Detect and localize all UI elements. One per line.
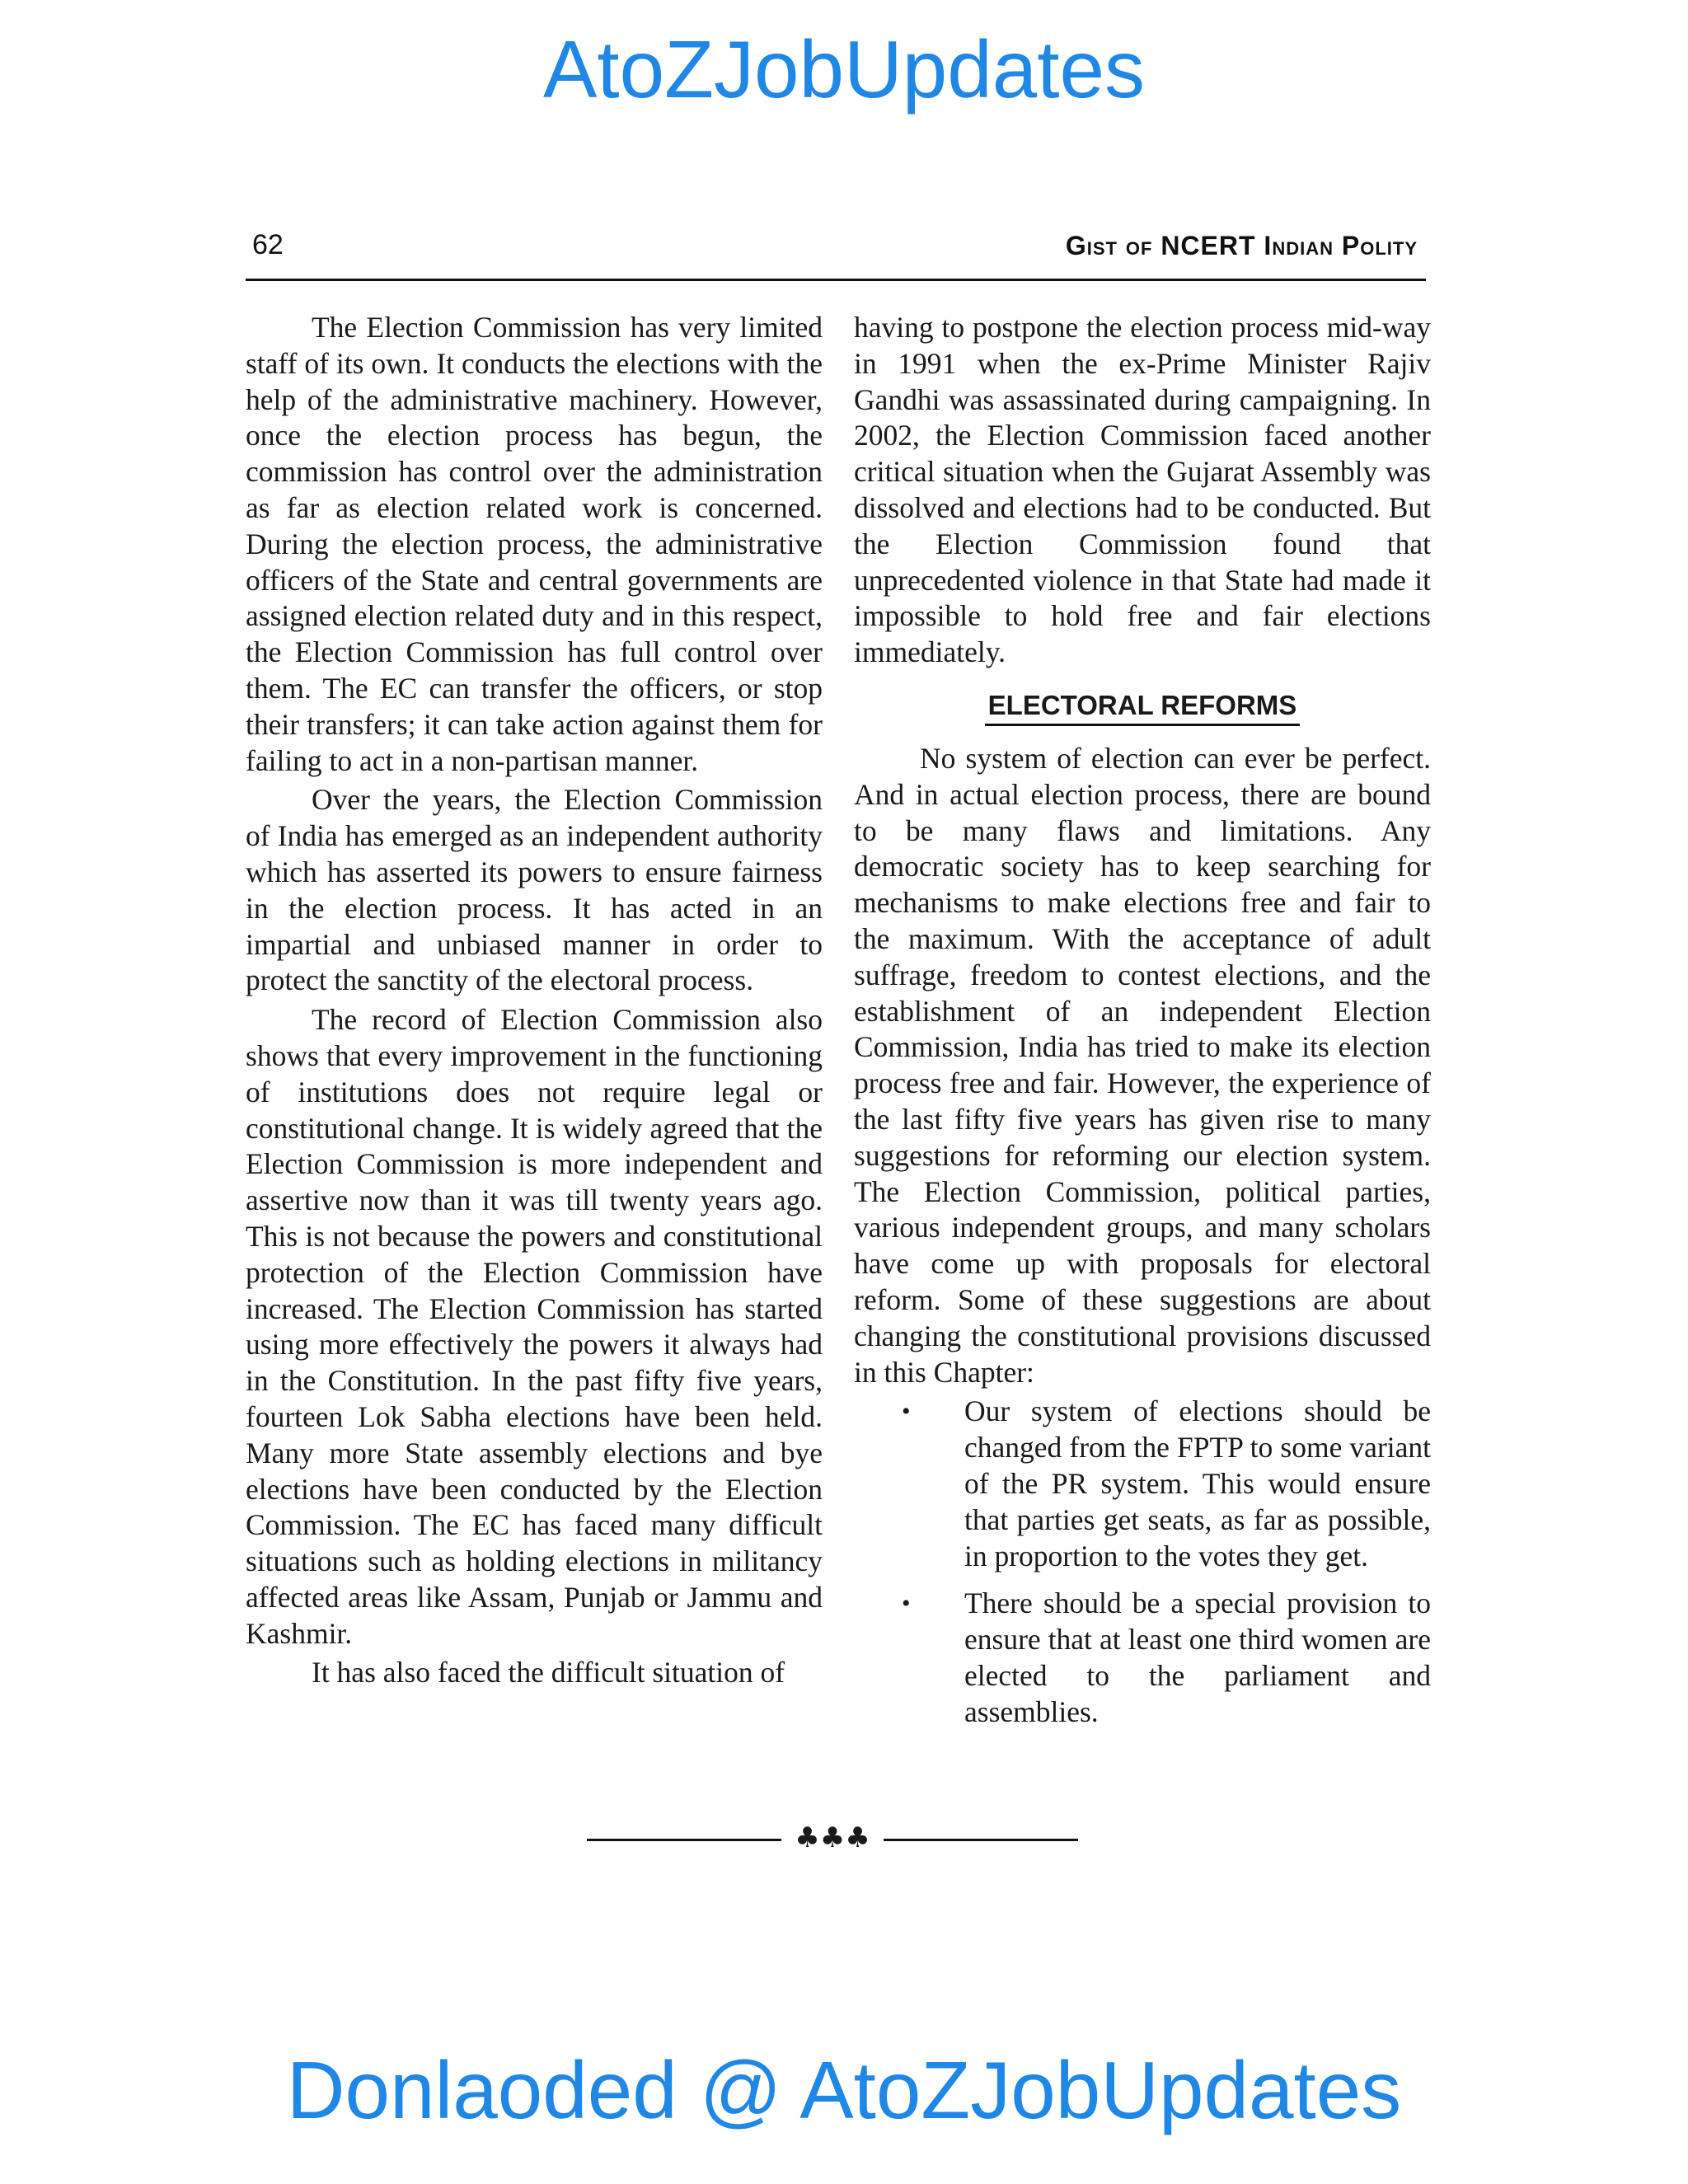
club-ornament-icon: ♣♣♣ (795, 1821, 870, 1854)
section-heading: ELECTORAL REFORMS (985, 689, 1301, 726)
list-item (854, 1394, 1431, 1574)
running-title: Gist of NCERT Indian Polity (1065, 231, 1418, 260)
list-item-text: There should be a special provision to ensure that at least one third women are elected to the parliament and assemblies. (964, 1586, 1431, 1728)
list-item-text: Our system of elections should be changed from the FPTP to some variant of the PR system. This would ensure that parties get seats, as far as possible, in proportion to the votes they get. (964, 1394, 1431, 1572)
end-ornament (587, 1821, 1078, 1854)
page-number: 62 (252, 229, 284, 260)
watermark-bottom: Donlaoded @ AtoZJobUpdates (286, 2045, 1402, 2135)
paragraph: It has also faced the difficult situation of (312, 1656, 785, 1690)
ornament-rule-right (884, 1839, 1078, 1841)
left-column (246, 310, 823, 1694)
paragraph-continuation: having to postpone the election process mid-way in 1991 when the ex-Prime Minister Rajiv Gandhi was assassinated during campaigning. In 2002, the Election Commission faced another critical situation when the Gujarat Assembly was dissolved and elections had to be conducted. But the Election Commission found that unprecedented violence in that State had made it impossible to hold free and fair elections immediately. (854, 311, 1431, 669)
list-item (854, 1586, 1431, 1730)
watermark-top: AtoZJobUpdates (543, 24, 1145, 115)
right-column (854, 310, 1431, 1741)
paragraph: No system of election can ever be perfect. And in actual election process, there are bound to be many flaws and limitations. Any democratic society has to keep searching for mechanisms to make elections free and fair to the maximum. With the acceptance of adult suffrage, freedom to contest elections, and the establishment of an independent Election Commission, India has tried to make its election process free and fair. However, the experience of the last fifty five years has given rise to many suggestions for reforming our election system. The Election Commission, political parties, various independent groups, and many scholars have come up with proposals for electoral reform. Some of these suggestions are about changing the constitutional provisions discussed in this Chapter: (854, 741, 1431, 1389)
section-heading-wrapper (854, 687, 1431, 726)
bullet-icon: • (902, 1590, 911, 1618)
page-header (246, 229, 1426, 281)
bullet-list (854, 1394, 1431, 1730)
paragraph: The Election Commission has very limited staff of its own. It conducts the elections with the help of the administrative machinery. However, once the election process has begun, the commission has control over the administration as far as election related work is concerned. During the election process, the administrative officers of the State and central governments are assigned election related duty and in this respect, the Election Commission has full control over them. The EC can transfer the officers, or stop their transfers; it can take action against them for failing to act in a non-partisan manner. (246, 311, 823, 777)
paragraph: Over the years, the Election Commission of India has emerged as an independent authority which has asserted its powers to ensure fairness in the election process. It has acted in an impartial and unbiased manner in order to protect the sanctity of the electoral process. (246, 783, 823, 997)
bullet-icon: • (902, 1398, 911, 1426)
paragraph: The record of Election Commission also shows that every improvement in the functioning of institutions does not require legal or constitutional change. It is widely agreed that the Election Commission is more independent and assertive now than it was till twenty years ago. This is not because the powers and constitutional protection of the Election Commission have increased. The Election Commission has started using more effectively the powers it always had in the Constitution. In the past fifty five years, fourteen Lok Sabha elections have been held. Many more State assembly elections and bye elections have been conducted by the Election Commission. The EC has faced many difficult situations such as holding elections in militancy affected areas like Assam, Punjab or Jammu and Kashmir. (246, 1003, 823, 1650)
